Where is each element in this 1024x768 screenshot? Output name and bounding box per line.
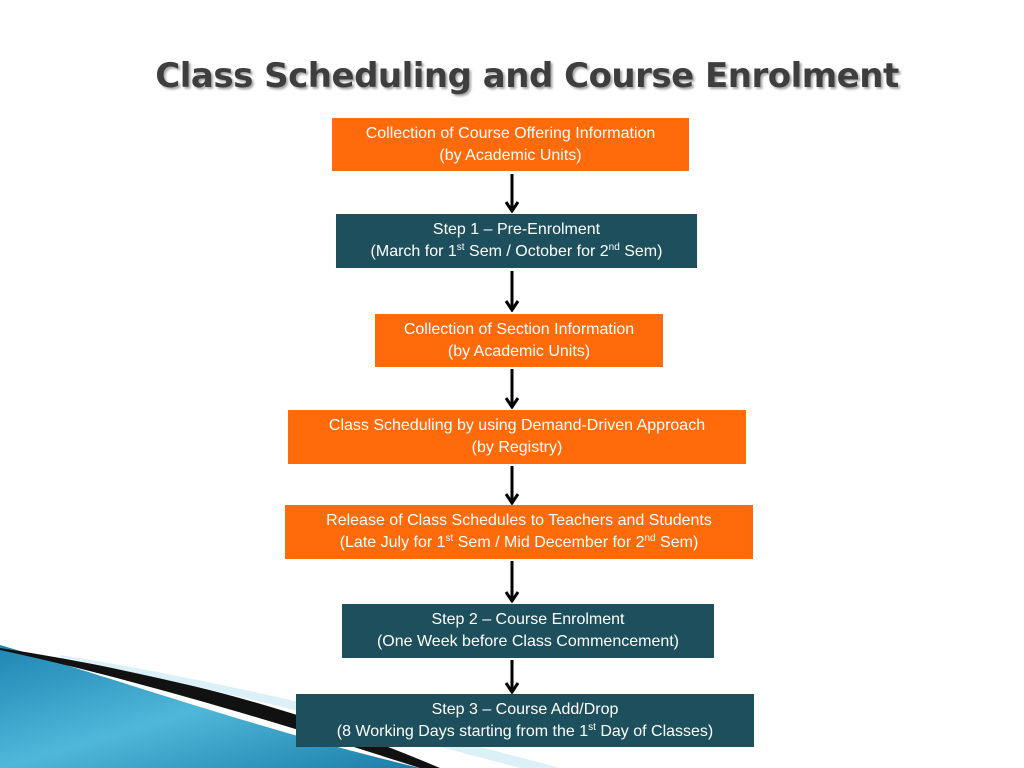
box-line-2: (by Registry): [471, 439, 563, 456]
arrow-down-icon: [502, 368, 522, 409]
box-line-2: (Late July for 1st Sem / Mid December for 2nd Sem): [339, 533, 699, 551]
arrow-down-icon: [502, 270, 522, 312]
flow-box-course-enrolment: [342, 604, 714, 658]
flow-box-release-schedules: [285, 505, 753, 559]
box-line-2: (by Academic Units): [447, 342, 591, 360]
flow-box-class-scheduling: [288, 410, 746, 464]
box-line-1: Collection of Section Information: [403, 320, 635, 338]
box-line-1: Step 3 – Course Add/Drop: [431, 700, 619, 718]
box-line-2: (One Week before Class Commencement): [376, 633, 680, 650]
box-line-1: Release of Class Schedules to Teachers and Students: [326, 512, 712, 529]
box-line-1: Collection of Course Offering Information: [365, 124, 656, 142]
page-title: Class Scheduling and Course Enrolment: [155, 56, 899, 96]
box-line-1: Class Scheduling by using Demand-Driven Approach: [328, 417, 706, 434]
arrow-down-icon: [502, 173, 522, 213]
flow-box-add-drop: [296, 694, 754, 747]
arrow-down-icon: [502, 659, 522, 694]
flow-box-section-information: [375, 314, 663, 367]
flow-box-pre-enrolment: [336, 214, 697, 268]
box-line-1: Step 1 – Pre-Enrolment: [432, 221, 601, 238]
arrow-down-icon: [502, 560, 522, 603]
box-line-2: (March for 1st Sem / October for 2nd Sem): [370, 242, 663, 260]
box-line-2: (8 Working Days starting from the 1st Day of Classes): [336, 721, 714, 740]
flow-box-course-offering: [332, 118, 689, 171]
box-line-2: (by Academic Units): [439, 146, 582, 164]
box-line-1: Step 2 – Course Enrolment: [431, 611, 625, 628]
arrow-down-icon: [502, 465, 522, 505]
